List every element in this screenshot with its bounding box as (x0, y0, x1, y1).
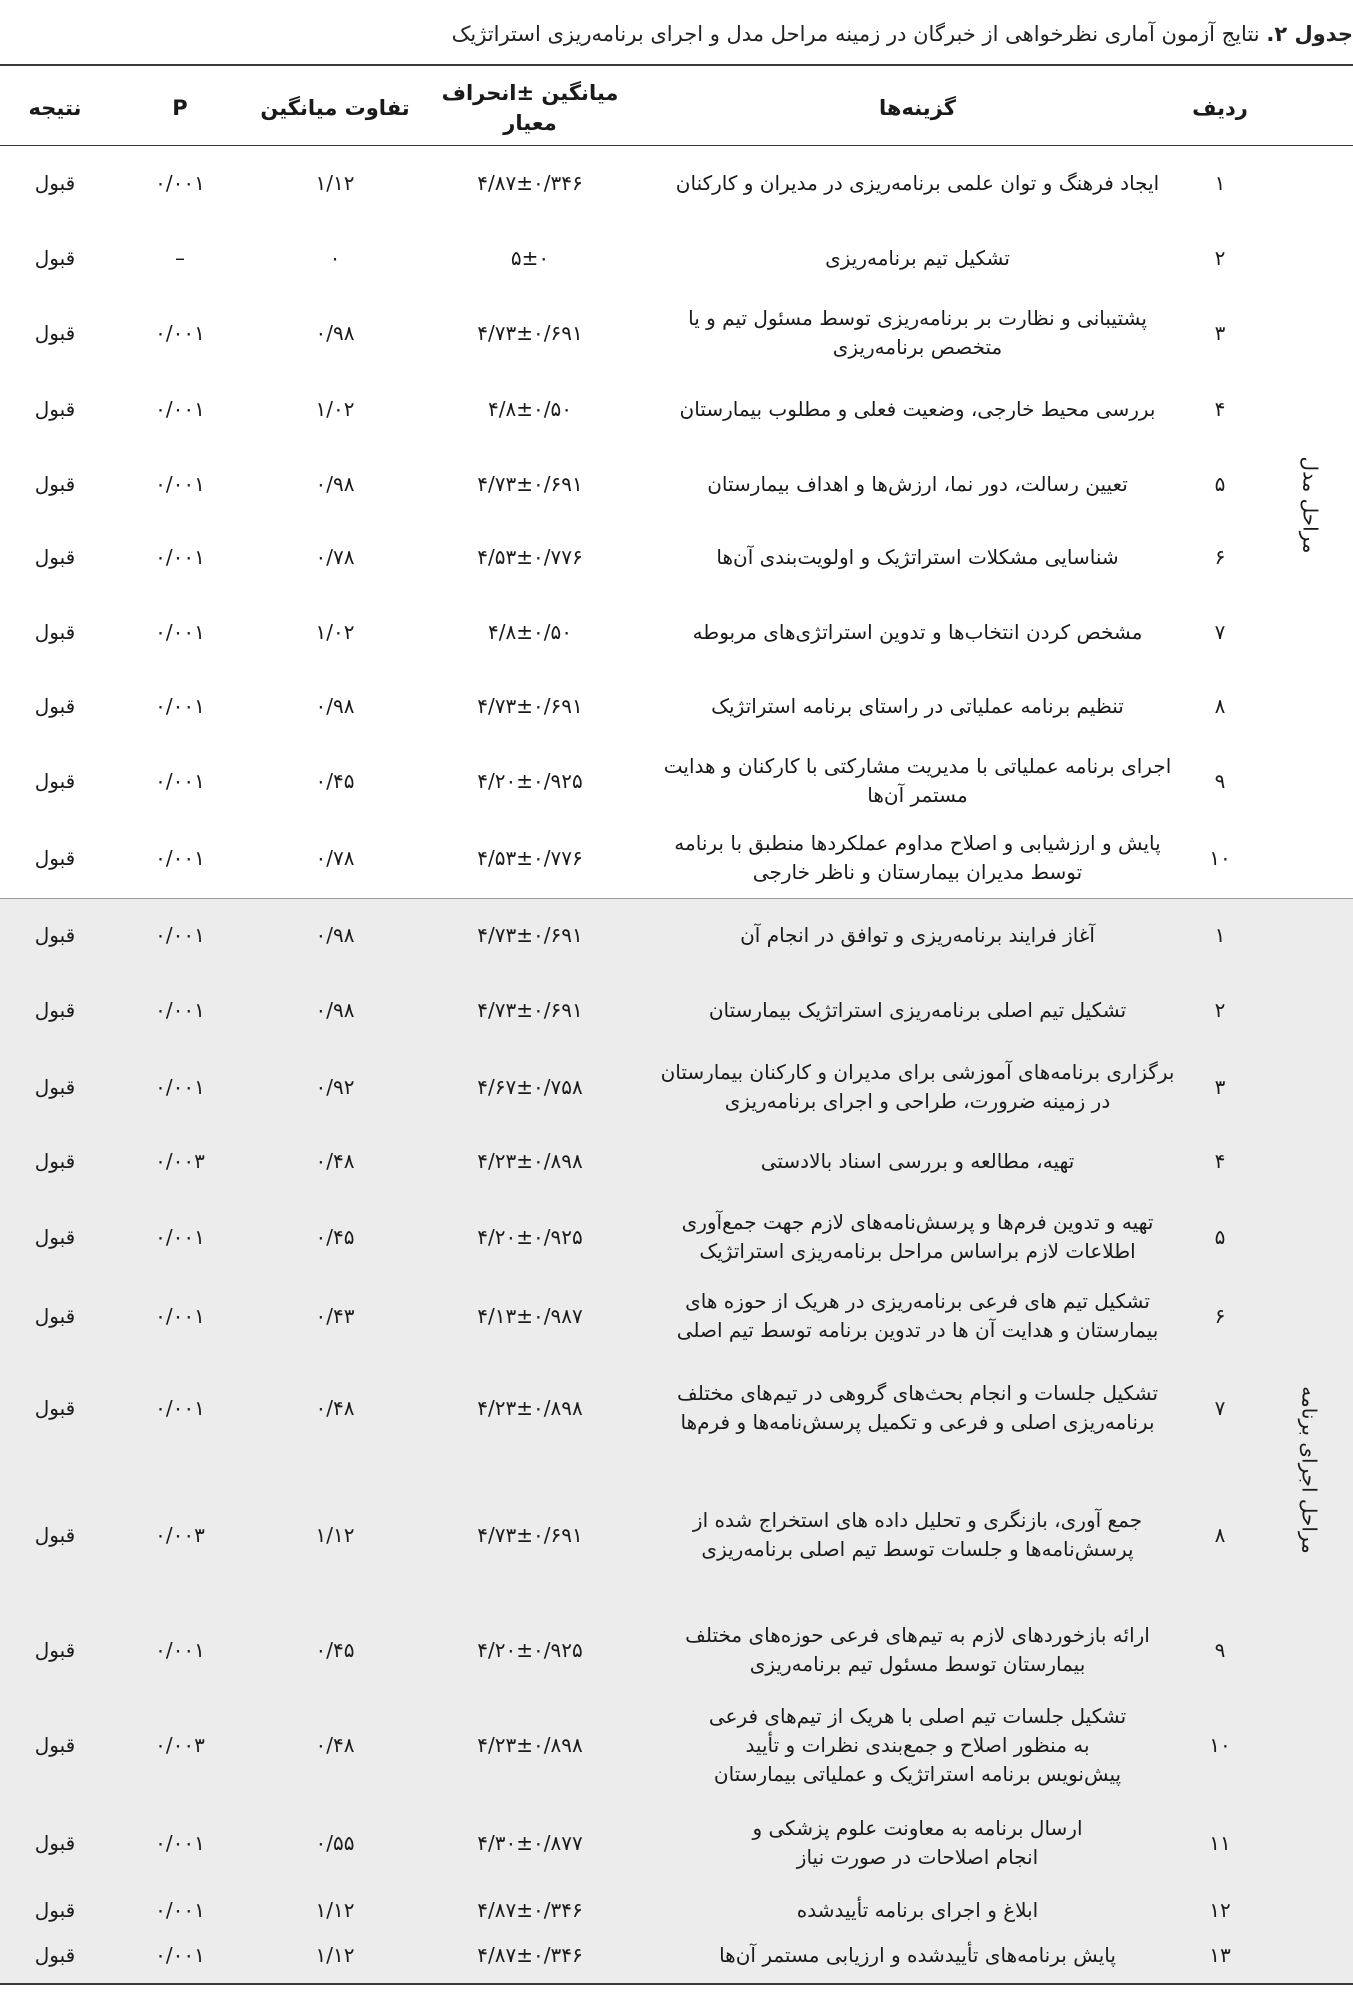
p-value: ۰/۰۰۱ (155, 620, 205, 644)
mean-sd-value: ۴/۳۰±۰/۸۷۷ (477, 1831, 583, 1855)
option-text: ارائه بازخوردهای لازم به تیم‌های فرعی حوزه‌های مختلف بیمارستان توسط مسئول تیم برنامه‌ریزی (685, 1623, 1150, 1676)
p-value: ۰/۰۰۱ (155, 998, 205, 1022)
mean-diff-value: ۱/۱۲ (315, 1523, 355, 1547)
header-options: گزینه‌ها (879, 95, 956, 120)
row-number: ۲ (1214, 246, 1226, 270)
result-value: قبول (34, 1733, 76, 1757)
option-text: جمع آوری، بازنگری و تحلیل داده های استخراج شده از پرسش‌نامه‌ها و جلسات توسط تیم اصلی برنامه‌ریزی (692, 1508, 1143, 1561)
result-value: قبول (34, 1304, 76, 1328)
option-text: مشخص کردن انتخاب‌ها و تدوین استراتژی‌های مربوطه (692, 619, 1143, 644)
result-value: قبول (34, 1225, 76, 1249)
p-value: ۰/۰۰۱ (155, 769, 205, 793)
mean-diff-value: ۰/۹۸ (315, 694, 355, 718)
p-value: – (175, 246, 185, 270)
result-value: قبول (34, 1638, 76, 1662)
mean-sd-value: ۴/۸±۰/۵۰ (488, 620, 572, 644)
result-value: قبول (34, 1149, 76, 1173)
p-value: ۰/۰۰۱ (155, 321, 205, 345)
mean-sd-value: ۴/۸۷±۰/۳۴۶ (477, 1943, 583, 1967)
mean-sd-value: ۵±۰ (510, 246, 550, 270)
result-value: قبول (34, 171, 76, 195)
option-text: ارسال برنامه به معاونت علوم پزشکی و انجام اصلاحات در صورت نیاز (752, 1816, 1083, 1869)
result-value: قبول (34, 1523, 76, 1547)
mean-sd-value: ۴/۸±۰/۵۰ (488, 397, 572, 421)
result-value: قبول (34, 1396, 76, 1420)
mean-diff-value: ۰/۵۵ (315, 1831, 355, 1855)
result-value: قبول (34, 397, 76, 421)
result-value: قبول (34, 620, 76, 644)
row-number: ۸ (1214, 1523, 1226, 1547)
mean-diff-value: ۰/۴۵ (315, 769, 355, 793)
row-number: ۶ (1214, 545, 1226, 569)
option-text: تنظیم برنامه عملیاتی در راستای برنامه استراتژیک (711, 693, 1124, 718)
table-caption (0, 14, 1353, 54)
row-number: ۳ (1214, 321, 1226, 345)
mean-diff-value: ۱/۰۲ (315, 397, 355, 421)
p-value: ۰/۰۰۱ (155, 1304, 205, 1328)
mean-sd-value: ۴/۷۳±۰/۶۹۱ (477, 923, 583, 947)
result-value: قبول (34, 846, 76, 870)
mean-diff-value: ۰/۴۸ (315, 1733, 355, 1757)
p-value: ۰/۰۰۱ (155, 1831, 205, 1855)
mean-sd-value: ۴/۲۰±۰/۹۲۵ (477, 769, 583, 793)
p-value: ۰/۰۰۳ (155, 1149, 205, 1173)
row-number: ۸ (1214, 694, 1226, 718)
p-value: ۰/۰۰۱ (155, 1225, 205, 1249)
mean-diff-value: ۱/۱۲ (315, 1943, 355, 1967)
header-mean-sd: میانگین ±انحراف معیار (441, 80, 619, 135)
mean-diff-value: ۰/۴۸ (315, 1396, 355, 1420)
result-value: قبول (34, 1075, 76, 1099)
option-text: تهیه، مطالعه و بررسی اسناد بالادستی (760, 1148, 1075, 1173)
p-value: ۰/۰۰۱ (155, 171, 205, 195)
row-number: ۴ (1214, 397, 1226, 421)
mean-diff-value: ۰/۴۸ (315, 1149, 355, 1173)
mean-diff-value: ۰/۷۸ (315, 545, 355, 569)
row-number: ۱۲ (1209, 1898, 1231, 1922)
mean-diff-value: ۰/۴۵ (315, 1638, 355, 1662)
mean-sd-value: ۴/۷۳±۰/۶۹۱ (477, 472, 583, 496)
option-text: برگزاری برنامه‌های آموزشی برای مدیران و کارکنان بیمارستان در زمینه ضرورت، طراحی و اجرای برنامه‌ریزی (660, 1060, 1175, 1113)
mean-sd-value: ۴/۶۷±۰/۷۵۸ (477, 1075, 583, 1099)
mean-diff-value: ۰/۹۸ (315, 923, 355, 947)
row-number: ۱۳ (1209, 1943, 1231, 1967)
option-text: شناسایی مشکلات استراتژیک و اولویت‌بندی آن‌ها (716, 544, 1119, 569)
mean-diff-value: ۰/۴۵ (315, 1225, 355, 1249)
result-value: قبول (34, 694, 76, 718)
row-number: ۹ (1214, 769, 1226, 793)
p-value: ۰/۰۰۱ (155, 472, 205, 496)
mean-sd-value: ۴/۵۳±۰/۷۷۶ (477, 545, 583, 569)
mean-diff-value: ۱/۰۲ (315, 620, 355, 644)
p-value: ۰/۰۰۱ (155, 1075, 205, 1099)
option-text: پایش برنامه‌های تأییدشده و ارزیابی مستمر آن‌ها (719, 1942, 1116, 1967)
p-value: ۰/۰۰۳ (155, 1523, 205, 1547)
option-text: اجرای برنامه عملیاتی با مدیریت مشارکتی با کارکنان و هدایت مستمر آن‌ها (663, 754, 1172, 807)
mean-diff-value: ۰/۴۳ (315, 1304, 355, 1328)
mean-diff-value: ۰ (329, 246, 341, 270)
p-value: ۰/۰۰۱ (155, 846, 205, 870)
p-value: ۰/۰۰۱ (155, 397, 205, 421)
row-number: ۲ (1214, 998, 1226, 1022)
p-value: ۰/۰۰۱ (155, 1943, 205, 1967)
result-value: قبول (34, 769, 76, 793)
header-result: نتیجه (28, 95, 82, 120)
option-text: تشکیل تیم های فرعی برنامه‌ریزی در هریک از حوزه های بیمارستان و هدایت آن ها در تدوین برنامه توسط تیم اصلی (676, 1289, 1159, 1342)
row-number: ۷ (1214, 1396, 1226, 1420)
mean-sd-value: ۴/۲۳±۰/۸۹۸ (477, 1733, 583, 1757)
row-number: ۷ (1214, 620, 1226, 644)
table-top-rule (0, 64, 1353, 66)
p-value: ۰/۰۰۱ (155, 923, 205, 947)
header-p: P (172, 95, 188, 120)
option-text: ایجاد فرهنگ و توان علمی برنامه‌ریزی در مدیران و کارکنان (675, 170, 1160, 195)
row-number: ۱۰ (1209, 1733, 1231, 1757)
option-text: تشکیل تیم برنامه‌ریزی (825, 245, 1010, 270)
mean-diff-value: ۰/۹۸ (315, 321, 355, 345)
row-number: ۳ (1214, 1075, 1226, 1099)
row-number: ۱۱ (1209, 1831, 1231, 1855)
option-text: پشتیبانی و نظارت بر برنامه‌ریزی توسط مسئول تیم و یا متخصص برنامه‌ریزی (688, 306, 1147, 359)
result-value: قبول (34, 321, 76, 345)
option-text: پایش و ارزشیابی و اصلاح مداوم عملکردها منطبق با برنامه توسط مدیران بیمارستان و ناظر خارجی (674, 831, 1161, 884)
row-number: ۵ (1214, 472, 1226, 496)
row-number: ۱ (1214, 923, 1226, 947)
option-text: تشکیل جلسات تیم اصلی با هریک از تیم‌های فرعی به منظور اصلاح و جمع‌بندی نظرات و تأیید پیش‌نویس برنامه استراتژیک و عملیاتی بیمارستان (708, 1703, 1127, 1786)
group-label-text: مراحل مدل (1298, 456, 1323, 554)
mean-diff-value: ۰/۷۸ (315, 846, 355, 870)
p-value: ۰/۰۰۱ (155, 1898, 205, 1922)
p-value: ۰/۰۰۳ (155, 1733, 205, 1757)
p-value: ۰/۰۰۱ (155, 1638, 205, 1662)
result-value: قبول (34, 1898, 76, 1922)
result-value: قبول (34, 1831, 76, 1855)
result-value: قبول (34, 1943, 76, 1967)
group-label-text: مراحل اجرای برنامه (1298, 1386, 1322, 1554)
caption-label: جدول ۲. (1266, 22, 1353, 46)
result-value: قبول (34, 246, 76, 270)
result-value: قبول (34, 545, 76, 569)
option-text: تعیین رسالت، دور نما، ارزش‌ها و اهداف بیمارستان (707, 471, 1128, 496)
header-bottom-rule (0, 145, 1353, 146)
mean-diff-value: ۱/۱۲ (315, 1898, 355, 1922)
result-value: قبول (34, 923, 76, 947)
p-value: ۰/۰۰۱ (155, 545, 205, 569)
mean-diff-value: ۰/۹۲ (315, 1075, 355, 1099)
caption-text: نتایج آزمون آماری نظرخواهی از خبرگان در زمینه مراحل مدل و اجرای برنامه‌ریزی استراتژیک (451, 22, 1267, 46)
mean-sd-value: ۴/۲۰±۰/۹۲۵ (477, 1638, 583, 1662)
mean-sd-value: ۴/۵۳±۰/۷۷۶ (477, 846, 583, 870)
row-number: ۹ (1214, 1638, 1226, 1662)
mean-sd-value: ۴/۲۳±۰/۸۹۸ (477, 1396, 583, 1420)
option-text: بررسی محیط خارجی، وضعیت فعلی و مطلوب بیمارستان (679, 396, 1156, 421)
result-value: قبول (34, 472, 76, 496)
option-text: ابلاغ و اجرای برنامه تأییدشده (796, 1897, 1039, 1922)
row-number: ۶ (1214, 1304, 1226, 1328)
option-text: آغاز فرایند برنامه‌ریزی و توافق در انجام آن (740, 922, 1095, 947)
mean-sd-value: ۴/۱۳±۰/۹۸۷ (477, 1304, 583, 1328)
table-bottom-rule (0, 1983, 1353, 1985)
mean-sd-value: ۴/۸۷±۰/۳۴۶ (477, 171, 583, 195)
mean-sd-value: ۴/۷۳±۰/۶۹۱ (477, 1523, 583, 1547)
mean-sd-value: ۴/۷۳±۰/۶۹۱ (477, 998, 583, 1022)
mean-sd-value: ۴/۷۳±۰/۶۹۱ (477, 321, 583, 345)
row-number: ۱۰ (1209, 846, 1231, 870)
p-value: ۰/۰۰۱ (155, 1396, 205, 1420)
result-value: قبول (34, 998, 76, 1022)
option-text: تشکیل تیم اصلی برنامه‌ریزی استراتژیک بیمارستان (708, 997, 1127, 1022)
mean-sd-value: ۴/۲۳±۰/۸۹۸ (477, 1149, 583, 1173)
row-number: ۵ (1214, 1225, 1226, 1249)
header-row: ردیف (1192, 95, 1248, 120)
row-number: ۱ (1214, 171, 1226, 195)
row-number: ۴ (1214, 1149, 1226, 1173)
p-value: ۰/۰۰۱ (155, 694, 205, 718)
mean-diff-value: ۰/۹۸ (315, 472, 355, 496)
mean-sd-value: ۴/۷۳±۰/۶۹۱ (477, 694, 583, 718)
group-divider (0, 898, 1353, 899)
group-label (1290, 400, 1330, 610)
option-text: تشکیل جلسات و انجام بحث‌های گروهی در تیم‌های مختلف برنامه‌ریزی اصلی و فرعی و تکمیل پرسش‌نامه‌ها و فرم‌ها (677, 1381, 1159, 1434)
option-text: تهیه و تدوین فرم‌ها و پرسش‌نامه‌های لازم جهت جمع‌آوری اطلاعات لازم براساس مراحل برنامه‌ریزی استراتژیک (681, 1210, 1154, 1263)
mean-sd-value: ۴/۸۷±۰/۳۴۶ (477, 1898, 583, 1922)
group-label (1290, 1320, 1330, 1620)
header-mean-diff: تفاوت میانگین (260, 95, 410, 120)
mean-diff-value: ۱/۱۲ (315, 171, 355, 195)
mean-sd-value: ۴/۲۰±۰/۹۲۵ (477, 1225, 583, 1249)
mean-diff-value: ۰/۹۸ (315, 998, 355, 1022)
